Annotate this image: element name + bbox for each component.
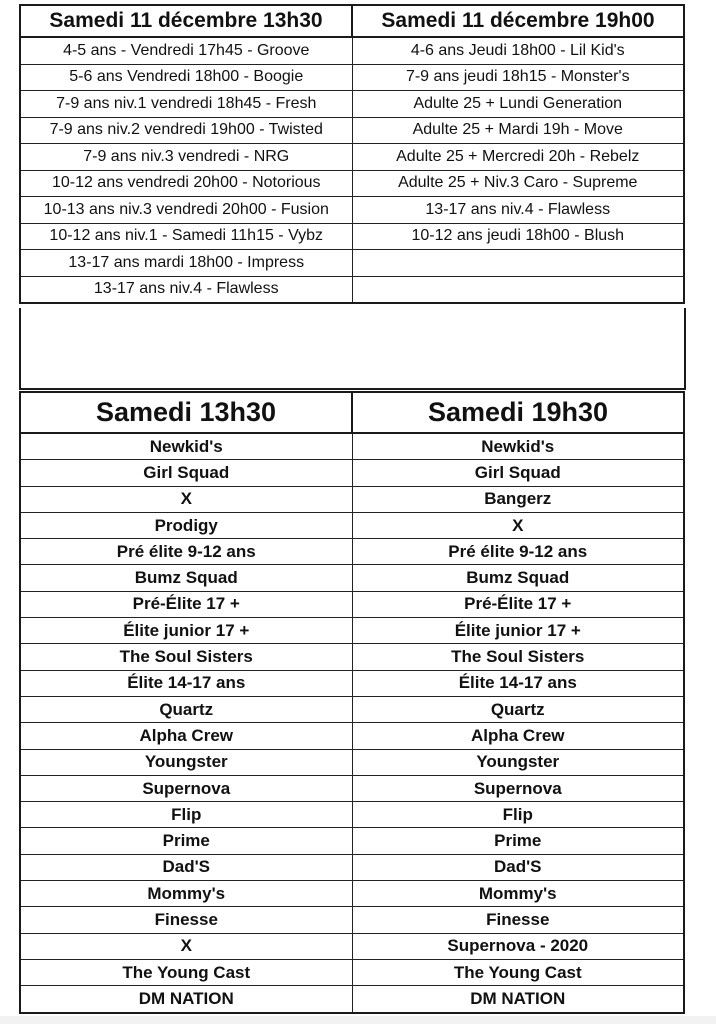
table-row — [20, 64, 684, 91]
table-row — [20, 854, 684, 880]
table-cell: X — [20, 933, 352, 959]
table-cell: Girl Squad — [20, 460, 352, 486]
table-cell: Finesse — [352, 907, 684, 933]
table-cell: 7-9 ans jeudi 18h15 - Monster's — [352, 64, 684, 91]
table-row — [20, 539, 684, 565]
table-cell: X — [20, 486, 352, 512]
table-cell: Adulte 25 + Niv.3 Caro - Supreme — [352, 170, 684, 197]
table-row — [20, 144, 684, 171]
table-cell: Élite junior 17 + — [20, 618, 352, 644]
table-header-row — [20, 392, 684, 433]
table-cell: Pré-Élite 17 + — [352, 591, 684, 617]
schedule-table-bottom — [19, 391, 685, 1014]
table-cell: Prodigy — [20, 512, 352, 538]
table-cell: Élite junior 17 + — [352, 618, 684, 644]
table-row — [20, 170, 684, 197]
table-cell: 10-13 ans niv.3 vendredi 20h00 - Fusion — [20, 197, 352, 224]
table-row — [20, 986, 684, 1013]
table-cell: Bumz Squad — [20, 565, 352, 591]
table-row — [20, 512, 684, 538]
table-cell: Bangerz — [352, 486, 684, 512]
table-cell: The Soul Sisters — [352, 644, 684, 670]
table-row — [20, 723, 684, 749]
table-cell: 10-12 ans niv.1 - Samedi 11h15 - Vybz — [20, 223, 352, 250]
table-cell: Adulte 25 + Mercredi 20h - Rebelz — [352, 144, 684, 171]
table-cell: Élite 14-17 ans — [352, 670, 684, 696]
table-cell: Adulte 25 + Mardi 19h - Move — [352, 117, 684, 144]
table-cell: Supernova — [20, 775, 352, 801]
table-cell: Newkid's — [20, 433, 352, 460]
table-cell: Quartz — [352, 696, 684, 722]
table-cell: The Young Cast — [20, 959, 352, 985]
table-cell: Dad'S — [352, 854, 684, 880]
table-row — [20, 250, 684, 277]
table-cell: Pré élite 9-12 ans — [20, 539, 352, 565]
table-cell: 13-17 ans niv.4 - Flawless — [352, 197, 684, 224]
table-cell: Youngster — [20, 749, 352, 775]
table-row — [20, 907, 684, 933]
table-cell: 4-5 ans - Vendredi 17h45 - Groove — [20, 37, 352, 64]
table-row — [20, 670, 684, 696]
table-cell: Alpha Crew — [352, 723, 684, 749]
table-header-row — [20, 5, 684, 37]
table-row — [20, 881, 684, 907]
table-cell: 13-17 ans niv.4 - Flawless — [20, 276, 352, 303]
table-cell: 7-9 ans niv.3 vendredi - NRG — [20, 144, 352, 171]
table-row — [20, 644, 684, 670]
table-cell: Mommy's — [352, 881, 684, 907]
table-cell: Alpha Crew — [20, 723, 352, 749]
table-cell — [352, 250, 684, 277]
table-cell: 10-12 ans jeudi 18h00 - Blush — [352, 223, 684, 250]
table-cell: Flip — [352, 802, 684, 828]
column-header: Samedi 11 décembre 13h30 — [20, 5, 352, 37]
table-cell: Mommy's — [20, 881, 352, 907]
table-row — [20, 197, 684, 224]
table-row — [20, 959, 684, 985]
table-cell — [352, 276, 684, 303]
table-cell: Finesse — [20, 907, 352, 933]
table-cell: Dad'S — [20, 854, 352, 880]
column-header: Samedi 19h30 — [352, 392, 684, 433]
table-cell: Supernova — [352, 775, 684, 801]
table-row — [20, 749, 684, 775]
table-row — [20, 565, 684, 591]
table-row — [20, 828, 684, 854]
table-cell: 10-12 ans vendredi 20h00 - Notorious — [20, 170, 352, 197]
table-cell: 5-6 ans Vendredi 18h00 - Boogie — [20, 64, 352, 91]
table-cell: Élite 14-17 ans — [20, 670, 352, 696]
table-cell: 13-17 ans mardi 18h00 - Impress — [20, 250, 352, 277]
column-header: Samedi 13h30 — [20, 392, 352, 433]
table-cell: Bumz Squad — [352, 565, 684, 591]
table-cell: Newkid's — [352, 433, 684, 460]
table-row — [20, 591, 684, 617]
table-cell: DM NATION — [20, 986, 352, 1013]
table-cell: Youngster — [352, 749, 684, 775]
table-row — [20, 486, 684, 512]
table-cell: Girl Squad — [352, 460, 684, 486]
table-row — [20, 223, 684, 250]
schedule-table-top — [19, 4, 685, 304]
table-cell: Adulte 25 + Lundi Generation — [352, 91, 684, 118]
table-cell: Prime — [20, 828, 352, 854]
table-row — [20, 696, 684, 722]
table-cell: Quartz — [20, 696, 352, 722]
table-cell: Supernova - 2020 — [352, 933, 684, 959]
table-row — [20, 933, 684, 959]
table-cell: 7-9 ans niv.2 vendredi 19h00 - Twisted — [20, 117, 352, 144]
table-row — [20, 802, 684, 828]
table-cell: The Young Cast — [352, 959, 684, 985]
table-cell: X — [352, 512, 684, 538]
table-row — [20, 91, 684, 118]
table-cell: Pré élite 9-12 ans — [352, 539, 684, 565]
table-cell: 7-9 ans niv.1 vendredi 18h45 - Fresh — [20, 91, 352, 118]
table-row — [20, 37, 684, 64]
table-cell: The Soul Sisters — [20, 644, 352, 670]
column-header: Samedi 11 décembre 19h00 — [352, 5, 684, 37]
table-row — [20, 460, 684, 486]
page-bottom-edge — [0, 1016, 716, 1024]
table-cell: DM NATION — [352, 986, 684, 1013]
table-row — [20, 433, 684, 460]
table-row — [20, 276, 684, 303]
table-cell: Prime — [352, 828, 684, 854]
table-cell: Flip — [20, 802, 352, 828]
table-cell: Pré-Élite 17 + — [20, 591, 352, 617]
table-row — [20, 775, 684, 801]
table-row — [20, 117, 684, 144]
table-cell: 4-6 ans Jeudi 18h00 - Lil Kid's — [352, 37, 684, 64]
table-spacer — [19, 308, 686, 390]
table-row — [20, 618, 684, 644]
